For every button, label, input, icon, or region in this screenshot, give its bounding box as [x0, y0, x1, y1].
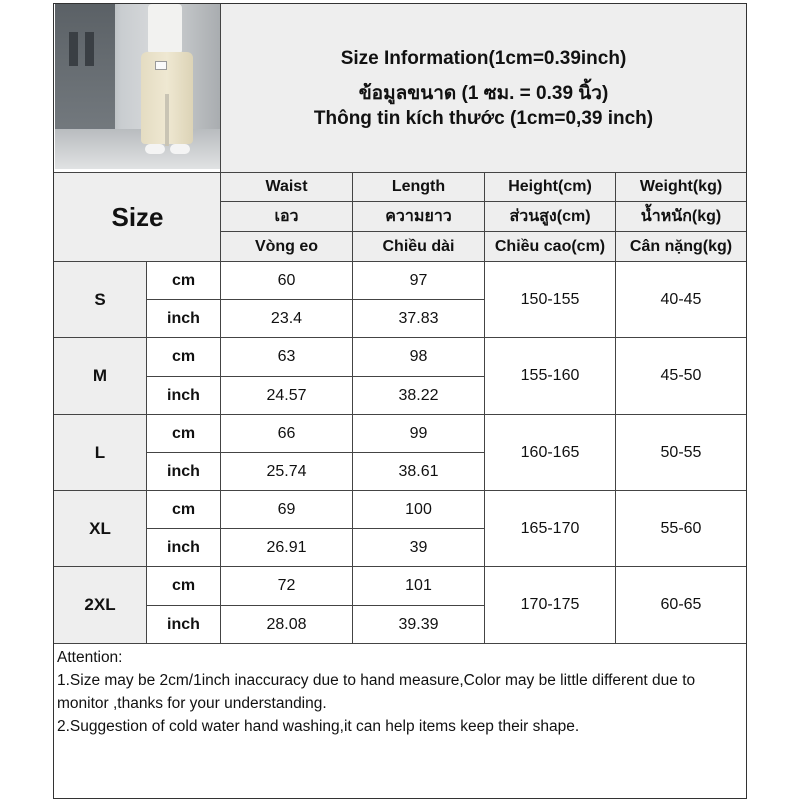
grid-line [147, 376, 485, 377]
size-column-title: Size [54, 173, 221, 261]
photo-label-patch [155, 61, 167, 70]
grid-line [147, 299, 485, 300]
grid-line [220, 4, 221, 643]
notes-line-2: 2.Suggestion of cold water hand washing,it can help items keep their shape. [57, 718, 580, 735]
attention-notes [57, 646, 747, 738]
height-range: 155-160 [520, 367, 580, 384]
photo-shoe [145, 144, 165, 154]
length-cm-value: 97 [409, 271, 428, 289]
height-range: 150-155 [520, 290, 580, 308]
col-weight-en: Weight(kg) [616, 173, 746, 201]
weight-range: 55-60 [660, 519, 702, 537]
length-inch-value: 37.83 [398, 309, 439, 327]
grid-line [54, 566, 746, 567]
length-inch-value: 39.39 [398, 615, 439, 633]
length-cm-value: 100 [405, 500, 432, 518]
photo-window [69, 32, 78, 66]
height-range: 170-175 [520, 596, 580, 613]
grid-line [54, 261, 746, 262]
unit-inch: inch [167, 462, 200, 480]
size-label-l: L [54, 415, 146, 490]
notes-line-1: 1.Size may be 2cm/1inch inaccuracy due to hand measure,Color may be little different due to monitor ,thanks for your understanding. [57, 672, 696, 712]
waist-cm-value: 63 [277, 348, 296, 365]
length-inch-value: 38.61 [398, 462, 439, 480]
waist-inch-value: 26.91 [266, 538, 307, 556]
waist-inch-value: 24.57 [266, 386, 307, 404]
header-title-en: Size Information(1cm=0.39inch) [340, 48, 627, 69]
length-cm-value: 99 [409, 424, 428, 442]
photo-top [148, 4, 182, 56]
col-length-th: ความยาว [353, 202, 484, 231]
size-info-header [221, 4, 746, 172]
grid-line [54, 490, 746, 491]
grid-line [147, 528, 485, 529]
length-cm-value: 101 [405, 577, 432, 594]
size-label-s: S [54, 262, 146, 337]
waist-inch-value: 25.74 [266, 462, 307, 480]
length-inch-value: 39 [409, 538, 428, 556]
waist-cm-value: 66 [277, 424, 296, 442]
height-range: 160-165 [520, 443, 580, 461]
col-weight-vi: Cân nặng(kg) [616, 232, 746, 261]
grid-line [147, 605, 485, 606]
waist-cm-value: 60 [277, 271, 296, 289]
grid-line [54, 414, 746, 415]
photo-leg-gap [165, 94, 169, 146]
unit-inch: inch [167, 309, 200, 327]
waist-cm-value: 69 [277, 500, 296, 518]
col-waist-th: เอว [221, 202, 352, 231]
size-label-m: M [54, 338, 146, 414]
unit-cm: cm [171, 500, 196, 518]
col-waist-vi: Vòng eo [221, 232, 352, 261]
size-label-2xl: 2XL [54, 567, 146, 643]
col-length-en: Length [353, 173, 484, 201]
unit-inch: inch [167, 615, 200, 633]
grid-line [615, 172, 616, 643]
col-height-en: Height(cm) [485, 173, 615, 201]
length-cm-value: 98 [409, 348, 428, 365]
height-range: 165-170 [520, 519, 580, 537]
weight-range: 45-50 [660, 367, 702, 384]
photo-floor [55, 129, 220, 169]
unit-cm: cm [171, 577, 196, 594]
grid-line [54, 337, 746, 338]
col-waist-en: Waist [221, 173, 352, 201]
col-length-vi: Chiều dài [353, 232, 484, 261]
grid-line [147, 452, 485, 453]
notes-title: Attention: [57, 649, 123, 666]
col-height-vi: Chiều cao(cm) [485, 232, 615, 261]
waist-inch-value: 23.4 [270, 309, 303, 327]
unit-cm: cm [171, 348, 196, 365]
photo-shoe [170, 144, 190, 154]
product-photo [55, 4, 220, 169]
unit-cm: cm [171, 424, 196, 442]
col-height-th: ส่วนสูง(cm) [485, 202, 615, 231]
waist-inch-value: 28.08 [266, 615, 307, 633]
col-weight-th: น้ำหนัก(kg) [616, 202, 746, 231]
size-label-xl: XL [54, 491, 146, 566]
unit-inch: inch [167, 538, 200, 556]
length-inch-value: 38.22 [398, 386, 439, 404]
grid-line [146, 261, 147, 643]
waist-cm-value: 72 [277, 577, 296, 594]
weight-range: 60-65 [660, 596, 702, 613]
weight-range: 50-55 [660, 443, 702, 461]
header-title-vi: Thông tin kích thước (1cm=0,39 inch) [313, 108, 654, 129]
photo-window [85, 32, 94, 66]
header-title-th: ข้อมูลขนาด (1 ซม. = 0.39 นิ้ว) [358, 83, 609, 104]
weight-range: 40-45 [660, 290, 702, 308]
grid-line [54, 172, 746, 173]
unit-inch: inch [167, 386, 200, 404]
unit-cm: cm [171, 271, 196, 289]
grid-line [484, 172, 485, 643]
grid-line [54, 643, 746, 644]
grid-line [352, 172, 353, 643]
